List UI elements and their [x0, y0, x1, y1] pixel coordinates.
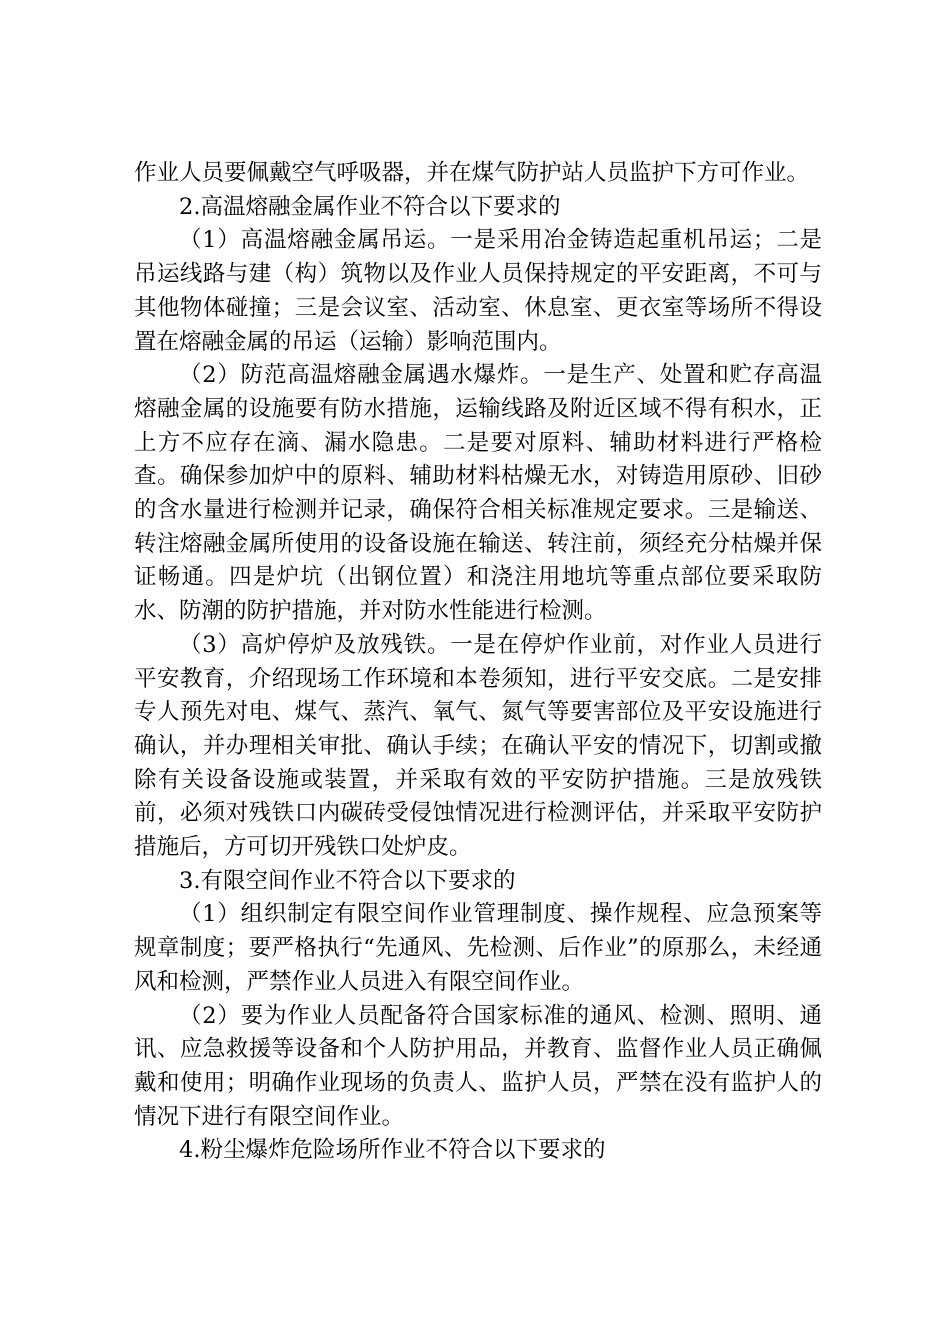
paragraph-3-2: （2）要为作业人员配备符合国家标准的通风、检测、照明、通讯、应急救援等设备和个人防护用品，并教育、监督作业人员正确佩戴和使用；明确作业现场的负责人、监护人员，严禁在没有监护人的情况下进行有限空间作业。 [134, 1002, 822, 1130]
paragraph-2-3: （3）高炉停炉及放残铁。一是在停炉作业前，对作业人员进行平安教育，介绍现场工作环境和本卷须知，进行平安交底。二是安排专人预先对电、煤气、蒸汽、氧气、氮气等要害部位及平安设施进行确认，并办理相关审批、确认手续；在确认平安的情况下，切割或撤除有关设备设施或装置，并采取有效的平安防护措施。三是放残铁前，必须对残铁口内碳砖受侵蚀情况进行检测评估，并采取平安防护措施后，方可切开残铁口处炉皮。 [134, 631, 822, 861]
paragraph-2-1: （1）高温熔融金属吊运。一是采用冶金铸造起重机吊运；二是吊运线路与建（构）筑物以及作业人员保持规定的平安距离，不可与其他物体碰撞；三是会议室、活动室、休息室、更衣室等场所不得设置在熔融金属的吊运（运输）影响范围内。 [134, 227, 822, 355]
paragraph-continuation: 作业人员要佩戴空气呼吸器，并在煤气防护站人员监护下方可作业。 [134, 160, 810, 186]
section-heading-2: 2.高温熔融金属作业不符合以下要求的 [179, 193, 561, 220]
paragraph-3-1: （1）组织制定有限空间作业管理制度、操作规程、应急预案等规章制度；要严格执行“先通风、先检测、后作业”的原那么，未经通风和检测，严禁作业人员进入有限空间作业。 [134, 901, 822, 995]
paragraph-2-2: （2）防范高温熔融金属遇水爆炸。一是生产、处置和贮存高温熔融金属的设施要有防水措施，运输线路及附近区域不得有积水，正上方不应存在滴、漏水隐患。二是要对原料、辅助材料进行严格检查。确保参加炉中的原料、辅助材料枯燥无水，对铸造用原砂、旧砂的含水量进行检测并记录，确保符合相关标准规定要求。三是输送、转注熔融金属所使用的设备设施在输送、转注前，须经充分枯燥并保证畅通。四是炉坑（出钢位置）和浇注用地坑等重点部位要采取防水、防潮的防护措施，并对防水性能进行检测。 [134, 362, 822, 625]
document-page [134, 157, 822, 1168]
section-heading-4: 4.粉尘爆炸危险场所作业不符合以下要求的 [179, 1137, 606, 1164]
section-heading-3: 3.有限空间作业不符合以下要求的 [179, 867, 516, 894]
